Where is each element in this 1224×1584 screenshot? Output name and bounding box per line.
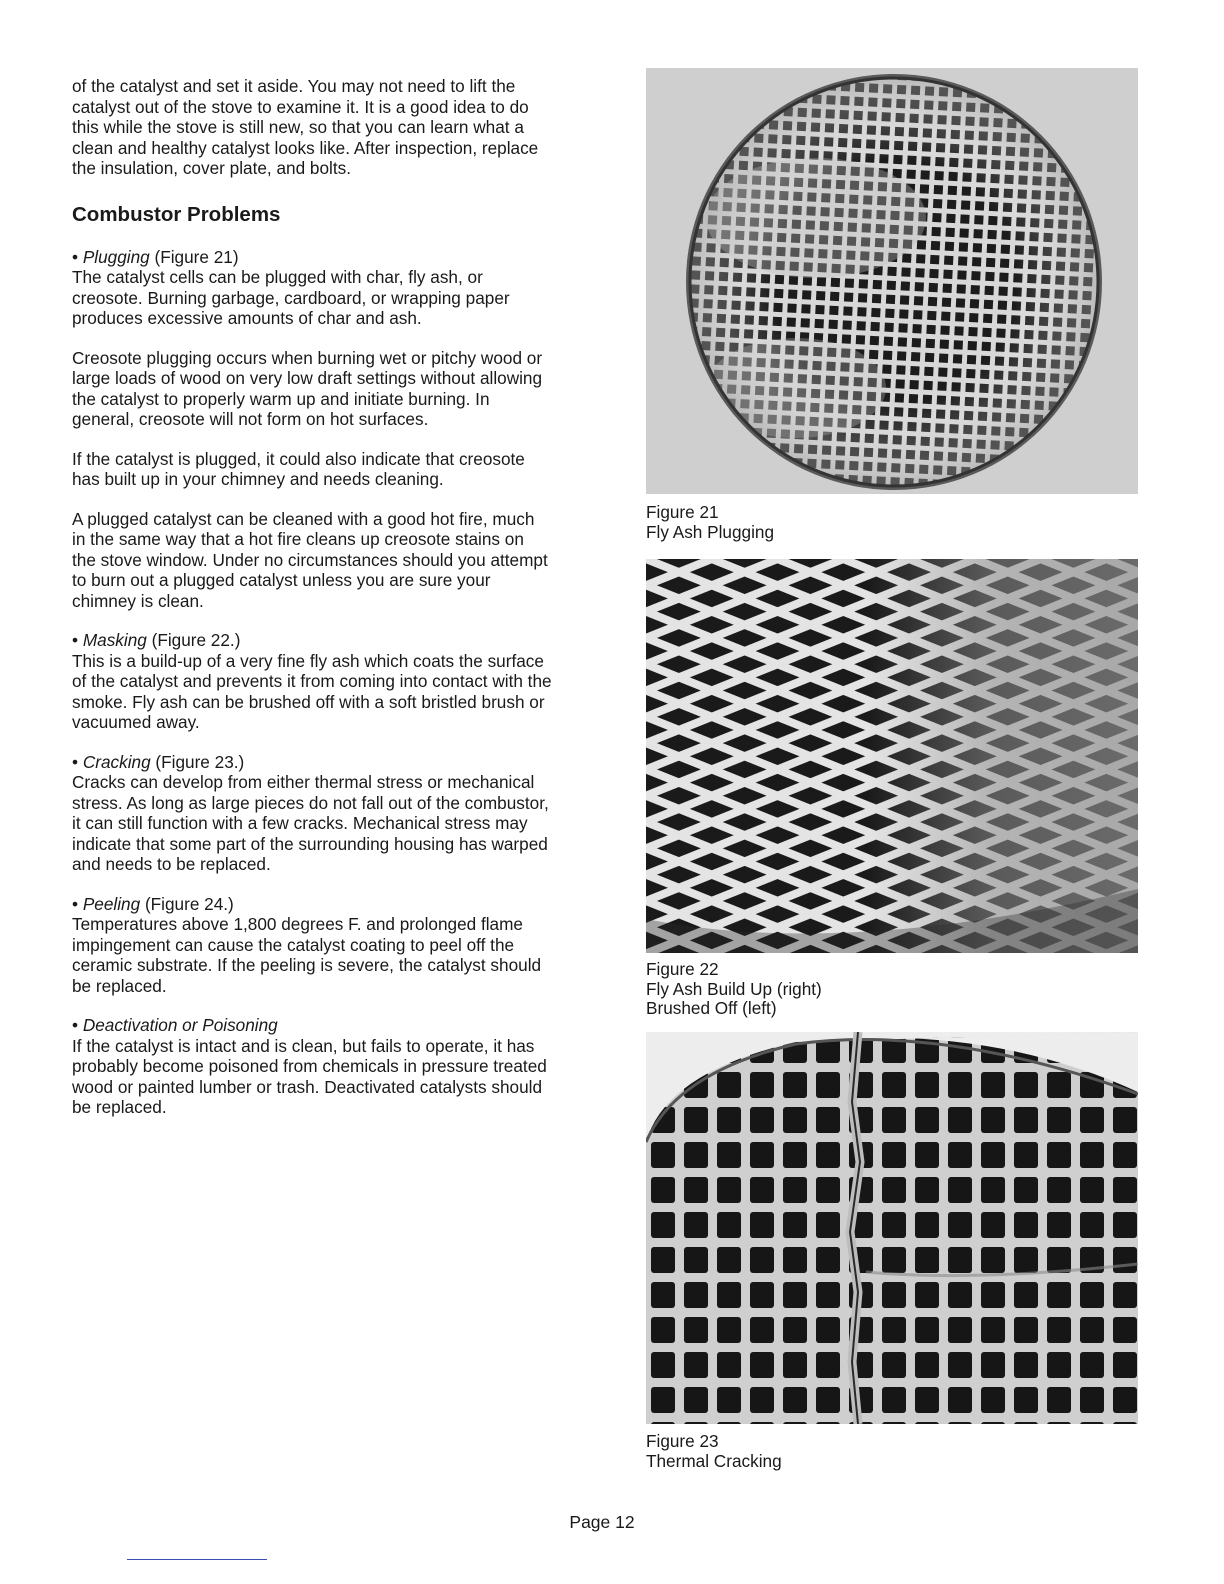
masking-section bbox=[72, 630, 552, 733]
figure-23-caption bbox=[646, 1432, 782, 1471]
deactivation-section bbox=[72, 1015, 552, 1118]
plugging-paragraph: The catalyst cells can be plugged with char, fly ash, or creosote. Burning garbage, cardboard, or wrapping paper produces excessive amounts of char and ash. bbox=[72, 267, 510, 328]
peeling-title: • Peeling (Figure 24.) bbox=[72, 893, 234, 914]
masking-title: • Masking (Figure 22.) bbox=[72, 630, 241, 650]
plugging-section bbox=[72, 247, 552, 329]
figure-23-title: Thermal Cracking bbox=[646, 1450, 782, 1471]
plugging-ref: (Figure 21) bbox=[154, 246, 239, 267]
masking-text: This is a build-up of a very fine fly ash which coats the surface of the catalyst and prevents it from coming into contact with the smoke. Fly ash can be brushed off with a soft bristled brush or vacuumed away. bbox=[72, 650, 552, 732]
figure-22-caption bbox=[646, 960, 822, 1019]
intro-paragraph: of the catalyst and set it aside. You may not need to lift the catalyst out of the stove to examine it. It is a good idea to do this while the stove is still new, so that you can learn what a clean and healthy catalyst looks like. After inspection, replace the insulation, cover plate, and bolts. bbox=[72, 76, 539, 178]
figure-22-line1: Fly Ash Build Up (right) bbox=[646, 978, 822, 999]
figure-21-number: Figure 21 bbox=[646, 502, 719, 522]
figure-21-photo bbox=[646, 68, 1138, 494]
plugging-paragraph: A plugged catalyst can be cleaned with a good hot fire, much in the same way that a hot fire cleans up creosote stains on the stove window. Under no circumstances should you attempt to burn out a plugged catalyst unless you are sure your chimney is clean. bbox=[72, 508, 548, 611]
cracking-ref: (Figure 23.) bbox=[155, 751, 245, 772]
text-column bbox=[72, 76, 552, 1137]
deactivation-title: • Deactivation or Poisoning bbox=[72, 1015, 278, 1035]
peeling-text: Temperatures above 1,800 degrees F. and prolonged flame impingement can cause the catalyst coating to peel off the ceramic substrate. If the peeling is severe, the catalyst should be replaced. bbox=[72, 914, 542, 996]
footer-rule bbox=[127, 1559, 267, 1560]
figure-21-title: Fly Ash Plugging bbox=[646, 521, 775, 542]
figure-23-number: Figure 23 bbox=[646, 1431, 719, 1451]
cracking-text: Cracks can develop from either thermal stress or mechanical stress. As long as large pieces do not fall out of the combustor, it can still function with a few cracks. Mechanical stress may indicate that some part of the surrounding housing has warped and needs to be replaced. bbox=[72, 772, 549, 874]
cracking-section bbox=[72, 752, 552, 875]
page-number: Page 12 bbox=[569, 1512, 635, 1532]
peeling-term: Peeling bbox=[82, 893, 141, 914]
figure-23-photo bbox=[646, 1032, 1138, 1424]
masking-term: Masking bbox=[82, 630, 147, 650]
masking-ref: (Figure 22.) bbox=[151, 630, 241, 650]
figure-22-line2: Brushed Off (left) bbox=[646, 998, 777, 1018]
figure-21-caption bbox=[646, 503, 774, 542]
deactivation-term: Deactivation or Poisoning bbox=[82, 1015, 278, 1035]
peeling-ref: (Figure 24.) bbox=[144, 893, 234, 914]
peeling-section bbox=[72, 894, 552, 997]
plugging-paragraph: Creosote plugging occurs when burning wet or pitchy wood or large loads of wood on very low draft settings without allowing the catalyst to properly warm up and initiate burning. In general, creosote will not form on hot surfaces. bbox=[72, 347, 543, 429]
plugging-paragraph: If the catalyst is plugged, it could also indicate that creosote has built up in your chimney and needs cleaning. bbox=[72, 448, 525, 489]
deactivation-text: If the catalyst is intact and is clean, but fails to operate, it has probably become poisoned from chemicals in pressure treated wood or painted lumber or trash. Deactivated catalysts should be replaced. bbox=[72, 1035, 547, 1117]
cracking-title: • Cracking (Figure 23.) bbox=[72, 751, 245, 772]
plugging-term: Plugging bbox=[82, 246, 150, 267]
plugging-title: • Plugging (Figure 21) bbox=[72, 246, 239, 267]
section-heading: Combustor Problems bbox=[72, 202, 281, 226]
figure-22-photo bbox=[646, 559, 1138, 953]
cracking-term: Cracking bbox=[82, 751, 151, 772]
figure-22-number: Figure 22 bbox=[646, 959, 719, 979]
